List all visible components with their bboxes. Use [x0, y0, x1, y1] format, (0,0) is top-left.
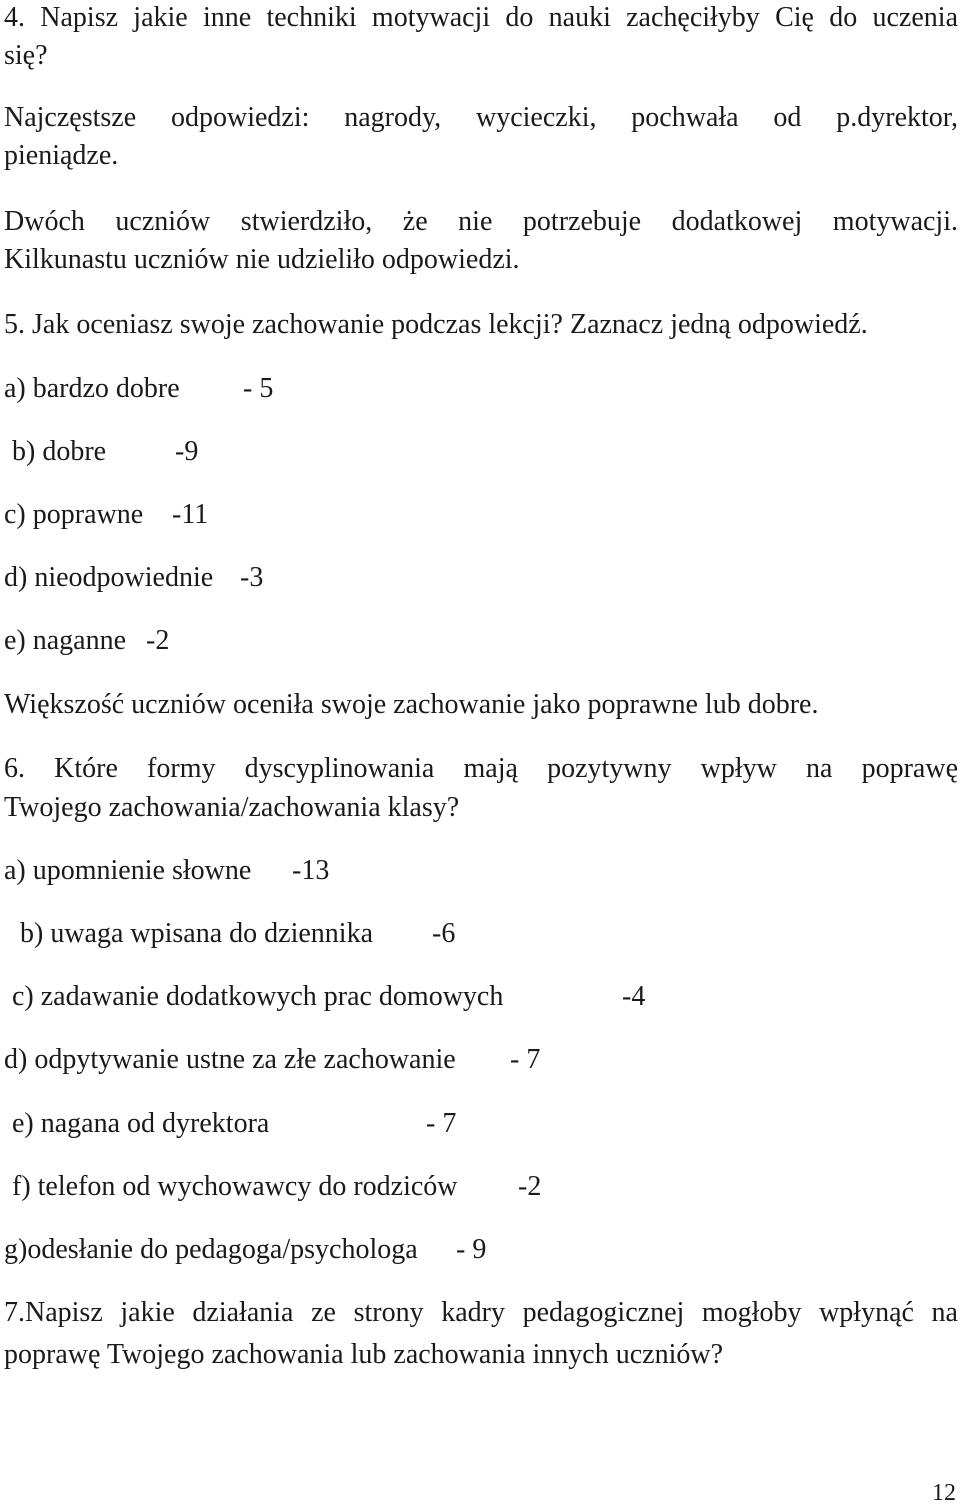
- q6-option-label: a) upomnienie słowne: [4, 855, 252, 886]
- q6-option-count: -13: [292, 855, 330, 886]
- q4-note-line1: Dwóch uczniów stwierdziło, że nie potrzebuje dodatkowej motywacji.: [4, 206, 958, 237]
- q4-note-line2: Kilkunastu uczniów nie udzieliło odpowiedzi.: [4, 244, 520, 275]
- q6-option-label: g)odesłanie do pedagoga/psychologa: [4, 1234, 418, 1265]
- q6-option-count: -4: [622, 981, 646, 1012]
- q5-question: 5. Jak oceniasz swoje zachowanie podczas lekcji? Zaznacz jedną odpowiedź.: [4, 309, 868, 340]
- q6-option-count: -2: [518, 1171, 542, 1202]
- q6-option-label: d) odpytywanie ustne za złe zachowanie: [4, 1044, 456, 1075]
- q5-option-count: -2: [146, 625, 170, 656]
- q7-question-line1: 7.Napisz jakie działania ze strony kadry pedagogicznej mogłoby wpłynąć na: [4, 1297, 958, 1328]
- q5-option-label: c) poprawne: [4, 499, 144, 530]
- q5-option-count: -3: [240, 562, 264, 593]
- q5-option-count: -11: [172, 499, 209, 530]
- q6-option-count: - 9: [456, 1234, 487, 1265]
- q6-option-label: e) nagana od dyrektora: [12, 1108, 270, 1139]
- q5-option-count: - 5: [243, 373, 274, 404]
- page-number: 12: [932, 1480, 956, 1506]
- q5-option-label: a) bardzo dobre: [4, 373, 180, 404]
- q6-option-label: f) telefon od wychowawcy do rodziców: [12, 1171, 458, 1202]
- q7-question-line2: poprawę Twojego zachowania lub zachowania innych uczniów?: [4, 1339, 724, 1370]
- q6-option-count: - 7: [426, 1108, 457, 1139]
- q5-option-label: b) dobre: [12, 436, 107, 467]
- q6-question-line1: 6. Które formy dyscyplinowania mają pozytywny wpływ na poprawę: [4, 753, 958, 784]
- q6-option-label: c) zadawanie dodatkowych prac domowych: [12, 981, 504, 1012]
- q5-summary: Większość uczniów oceniła swoje zachowanie jako poprawne lub dobre.: [4, 689, 819, 720]
- q4-answer-line1: Najczęstsze odpowiedzi: nagrody, wycieczki, pochwała od p.dyrektor,: [4, 102, 958, 133]
- q6-option-label: b) uwaga wpisana do dziennika: [20, 918, 373, 949]
- q5-option-label: e) naganne: [4, 625, 127, 656]
- q4-answer-line2: pieniądze.: [4, 140, 119, 171]
- q6-question-line2: Twojego zachowania/zachowania klasy?: [4, 792, 460, 823]
- q6-option-count: -6: [432, 918, 456, 949]
- q4-question-line2: się?: [4, 40, 48, 71]
- q5-option-count: -9: [175, 436, 199, 467]
- q4-question-line1: 4. Napisz jakie inne techniki motywacji do nauki zachęciłyby Cię do uczenia: [4, 2, 958, 33]
- q5-option-label: d) nieodpowiednie: [4, 562, 214, 593]
- q6-option-count: - 7: [510, 1044, 541, 1075]
